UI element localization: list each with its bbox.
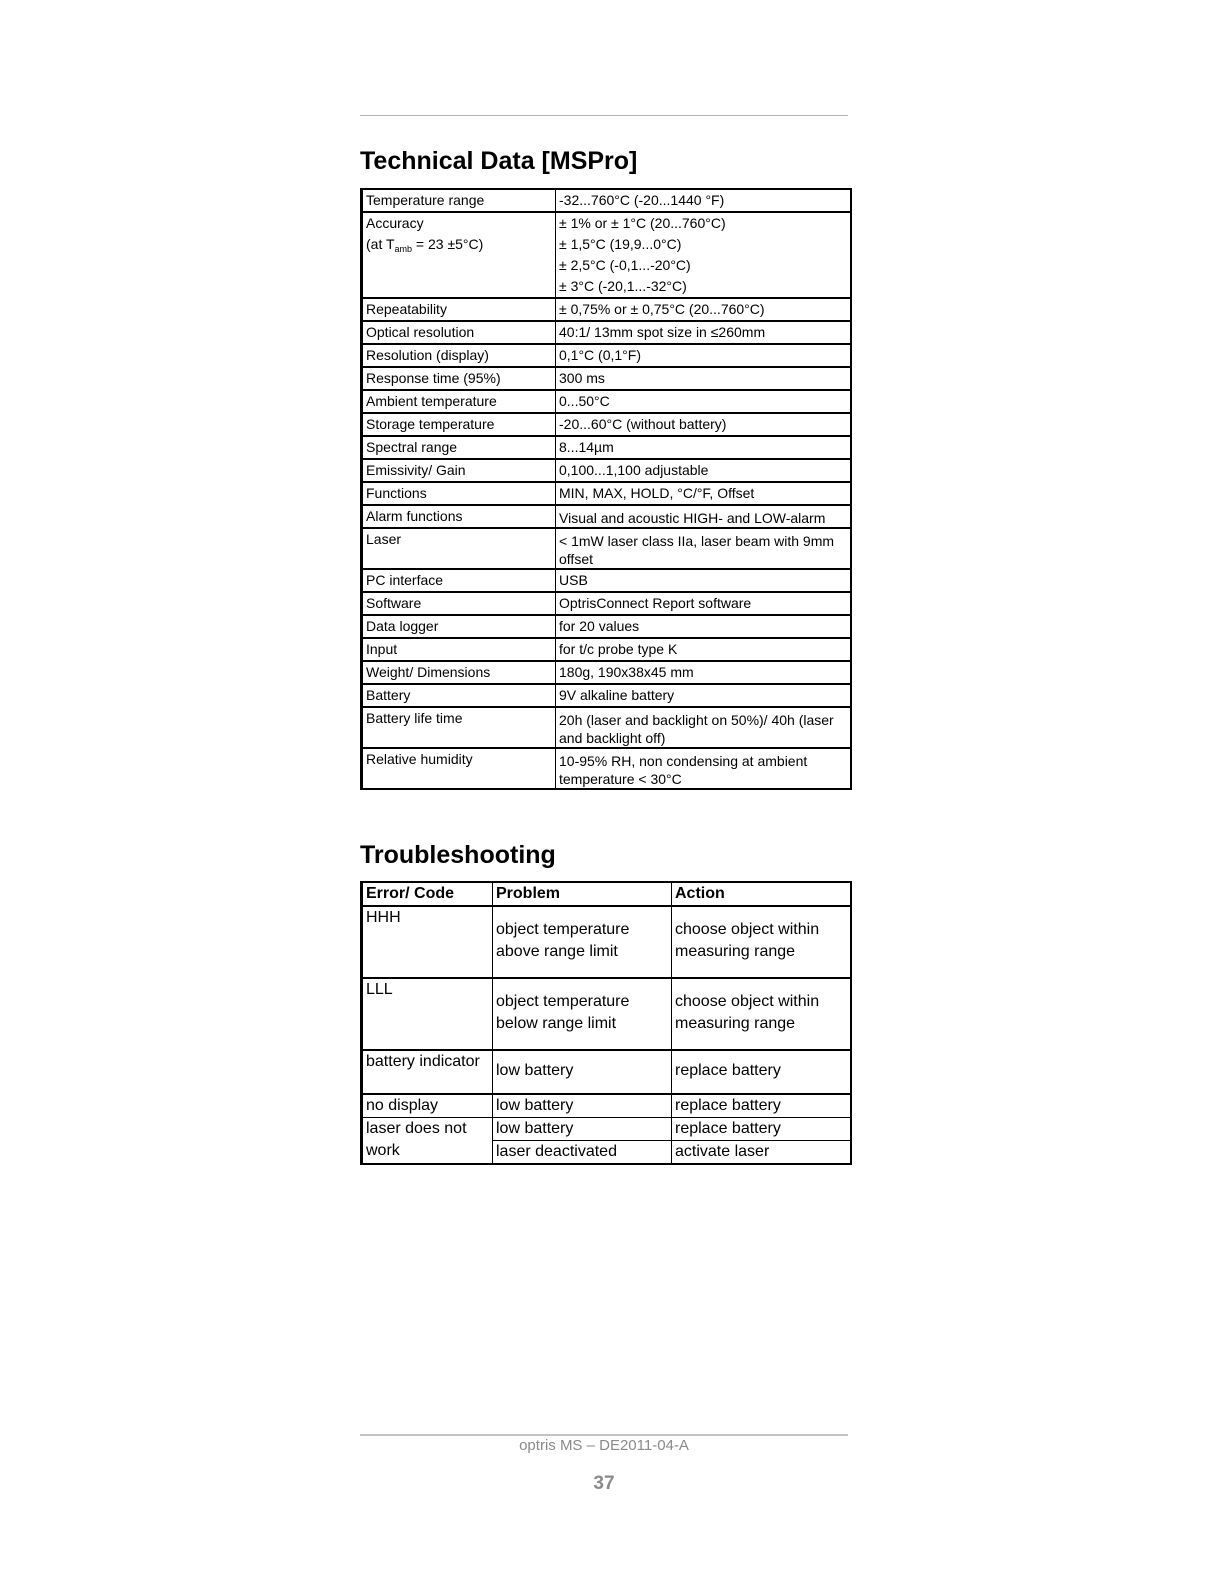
spec-value: 20h (laser and backlight on 50%)/ 40h (laser and backlight off)	[556, 707, 851, 748]
column-header-action: Action	[672, 882, 851, 906]
page-number: 37	[593, 1473, 615, 1494]
spec-value: 0,1°C (0,1°F)	[556, 344, 851, 367]
table-row	[362, 1094, 851, 1118]
table-row	[362, 1050, 851, 1094]
spec-label: Data logger	[362, 615, 556, 638]
action-cell: replace battery	[672, 1050, 851, 1094]
problem-cell: object temperature above range limit	[493, 906, 672, 978]
spec-label: Laser	[362, 528, 556, 569]
spec-value: 10-95% RH, non condensing at ambient temperature < 30°C	[556, 748, 851, 789]
technical-data-table	[360, 188, 852, 790]
spec-label: Alarm functions	[362, 505, 556, 528]
action-cell: replace battery	[672, 1094, 851, 1118]
problem-cell: low battery	[493, 1094, 672, 1118]
spec-value: 300 ms	[556, 367, 851, 390]
action-cell: activate laser	[672, 1141, 851, 1165]
problem-cell: low battery	[493, 1050, 672, 1094]
table-row	[362, 707, 851, 748]
spec-value: -20...60°C (without battery)	[556, 413, 851, 436]
table-row	[362, 482, 851, 505]
accuracy-value-line: ± 3°C (-20,1...-32°C)	[559, 278, 687, 294]
table-row	[362, 321, 851, 344]
spec-value: MIN, MAX, HOLD, °C/°F, Offset	[556, 482, 851, 505]
footer-rule	[360, 1434, 848, 1436]
table-row	[362, 615, 851, 638]
spec-value: 0...50°C	[556, 390, 851, 413]
problem-cell: laser deactivated	[493, 1141, 672, 1165]
spec-value	[556, 212, 851, 298]
spec-value: 40:1/ 13mm spot size in ≤260mm	[556, 321, 851, 344]
error-code-cell: battery indicator	[362, 1050, 493, 1094]
table-row	[362, 661, 851, 684]
column-header-error-code: Error/ Code	[362, 882, 493, 906]
spec-label: Response time (95%)	[362, 367, 556, 390]
table-row	[362, 459, 851, 482]
accuracy-condition-subscript: amb	[394, 244, 413, 254]
spec-label-line1: Accuracy	[366, 215, 424, 231]
table-row	[362, 906, 851, 978]
accuracy-value-line: ± 2,5°C (-0,1...-20°C)	[559, 257, 691, 273]
accuracy-value-line: ± 1,5°C (19,9...0°C)	[559, 236, 682, 252]
table-row	[362, 1118, 851, 1141]
table-row	[362, 978, 851, 1050]
table-row	[362, 592, 851, 615]
spec-label: Temperature range	[362, 189, 556, 212]
troubleshooting-title: Troubleshooting	[360, 841, 556, 869]
footer-document-id: optris MS – DE2011-04-A	[519, 1437, 689, 1454]
spec-label	[362, 212, 556, 298]
table-row	[362, 390, 851, 413]
action-cell: replace battery	[672, 1118, 851, 1141]
spec-label: Relative humidity	[362, 748, 556, 789]
spec-value: 8...14µm	[556, 436, 851, 459]
spec-label: Resolution (display)	[362, 344, 556, 367]
spec-value: for t/c probe type K	[556, 638, 851, 661]
table-row	[362, 505, 851, 528]
spec-value: 0,100...1,100 adjustable	[556, 459, 851, 482]
action-cell: choose object within measuring range	[672, 906, 851, 978]
spec-label: Functions	[362, 482, 556, 505]
spec-value: USB	[556, 569, 851, 592]
header-rule	[360, 115, 848, 116]
spec-label: Input	[362, 638, 556, 661]
spec-value: Visual and acoustic HIGH- and LOW-alarm	[556, 505, 851, 528]
table-row	[362, 684, 851, 707]
spec-label: Emissivity/ Gain	[362, 459, 556, 482]
spec-value: 9V alkaline battery	[556, 684, 851, 707]
technical-data-title: Technical Data [MSPro]	[360, 147, 638, 175]
accuracy-value-line: ± 1% or ± 1°C (20...760°C)	[559, 215, 726, 231]
table-row	[362, 189, 851, 212]
table-row	[362, 569, 851, 592]
table-row	[362, 638, 851, 661]
spec-label: Battery	[362, 684, 556, 707]
problem-cell: object temperature below range limit	[493, 978, 672, 1050]
spec-label: Ambient temperature	[362, 390, 556, 413]
table-row	[362, 528, 851, 569]
table-row	[362, 436, 851, 459]
spec-value: OptrisConnect Report software	[556, 592, 851, 615]
spec-label: Repeatability	[362, 298, 556, 321]
error-code-cell: LLL	[362, 978, 493, 1050]
spec-label: Weight/ Dimensions	[362, 661, 556, 684]
error-code-cell: laser does not work	[362, 1118, 493, 1165]
spec-label: Battery life time	[362, 707, 556, 748]
table-row	[362, 367, 851, 390]
spec-label: Spectral range	[362, 436, 556, 459]
table-row	[362, 344, 851, 367]
spec-label: Software	[362, 592, 556, 615]
spec-label: Storage temperature	[362, 413, 556, 436]
table-row	[362, 748, 851, 789]
spec-value: < 1mW laser class IIa, laser beam with 9mm offset	[556, 528, 851, 569]
problem-cell: low battery	[493, 1118, 672, 1141]
accuracy-condition-suffix: = 23 ±5°C)	[412, 236, 484, 252]
error-code-cell: HHH	[362, 906, 493, 978]
spec-label: PC interface	[362, 569, 556, 592]
accuracy-condition-prefix: (at T	[366, 236, 395, 252]
spec-value: for 20 values	[556, 615, 851, 638]
spec-label: Optical resolution	[362, 321, 556, 344]
spec-value: -32...760°C (-20...1440 °F)	[556, 189, 851, 212]
column-header-problem: Problem	[493, 882, 672, 906]
spec-value: 180g, 190x38x45 mm	[556, 661, 851, 684]
table-row	[362, 212, 851, 298]
table-row	[362, 413, 851, 436]
table-header-row	[362, 882, 851, 906]
error-code-cell: no display	[362, 1094, 493, 1118]
troubleshooting-table	[360, 881, 852, 1165]
spec-label-line2	[366, 234, 555, 255]
action-cell: choose object within measuring range	[672, 978, 851, 1050]
spec-value: ± 0,75% or ± 0,75°C (20...760°C)	[556, 298, 851, 321]
table-row	[362, 298, 851, 321]
